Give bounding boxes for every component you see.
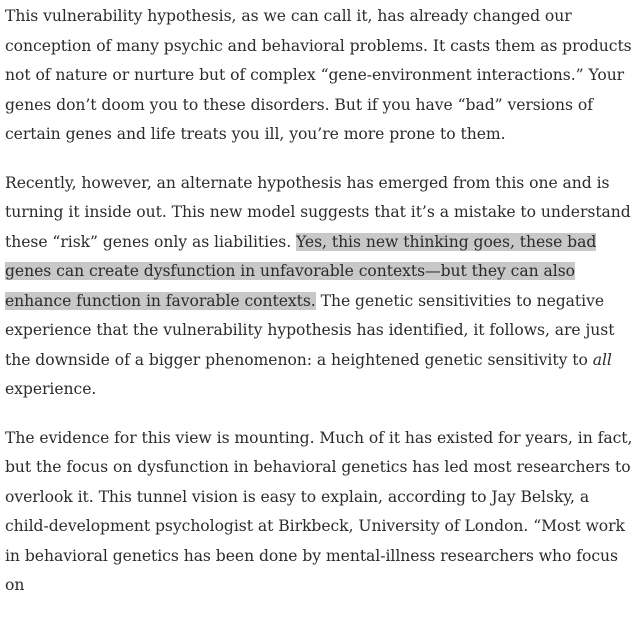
- paragraph-end-text: experience.: [5, 380, 97, 398]
- paragraph-vulnerability-hypothesis: This vulnerability hypothesis, as we can call it, has already changed our conception of many psychic and behavioral problems. It casts them as products not of nature or nurture but of complex “gene-environment interactions.” Your genes don’t doom you to these disorders. But if you have “bad” versions of certain genes and life treats you ill, you’re more prone to them.: [5, 7, 632, 143]
- highlighted-text[interactable]: Yes, this new thinking goes, these bad genes can create dysfunction in unfavorable contexts—but they can also enhance function in favorable contexts.: [5, 232, 597, 310]
- paragraph-lead-text: Recently, however, an alternate hypothesis has emerged from this one and is turning it inside out. This new model suggests that it’s a mistake to understand these “risk” genes only as liabilities.: [5, 173, 631, 251]
- paragraph-tail-text: The genetic sensitivities to negative experience that the vulnerability hypothesis has identified, it follows, are just the downside of a bigger phenomenon: a heightened genetic sensitivity to: [5, 291, 615, 369]
- article-body: [5, 2, 637, 620]
- paragraph-evidence: The evidence for this view is mounting. Much of it has existed for years, in fact, but the focus on dysfunction in behavioral genetics has led most researchers to overlook it. This tunnel vision is easy to explain, according to Jay Belsky, a child-development psychologist at Birkbeck, University of London. “Most work in behavioral genetics has been done by mental-illness researchers who focus on: [5, 428, 633, 594]
- emphasis-text: all: [592, 350, 612, 369]
- paragraph-alternate-hypothesis: [5, 169, 637, 405]
